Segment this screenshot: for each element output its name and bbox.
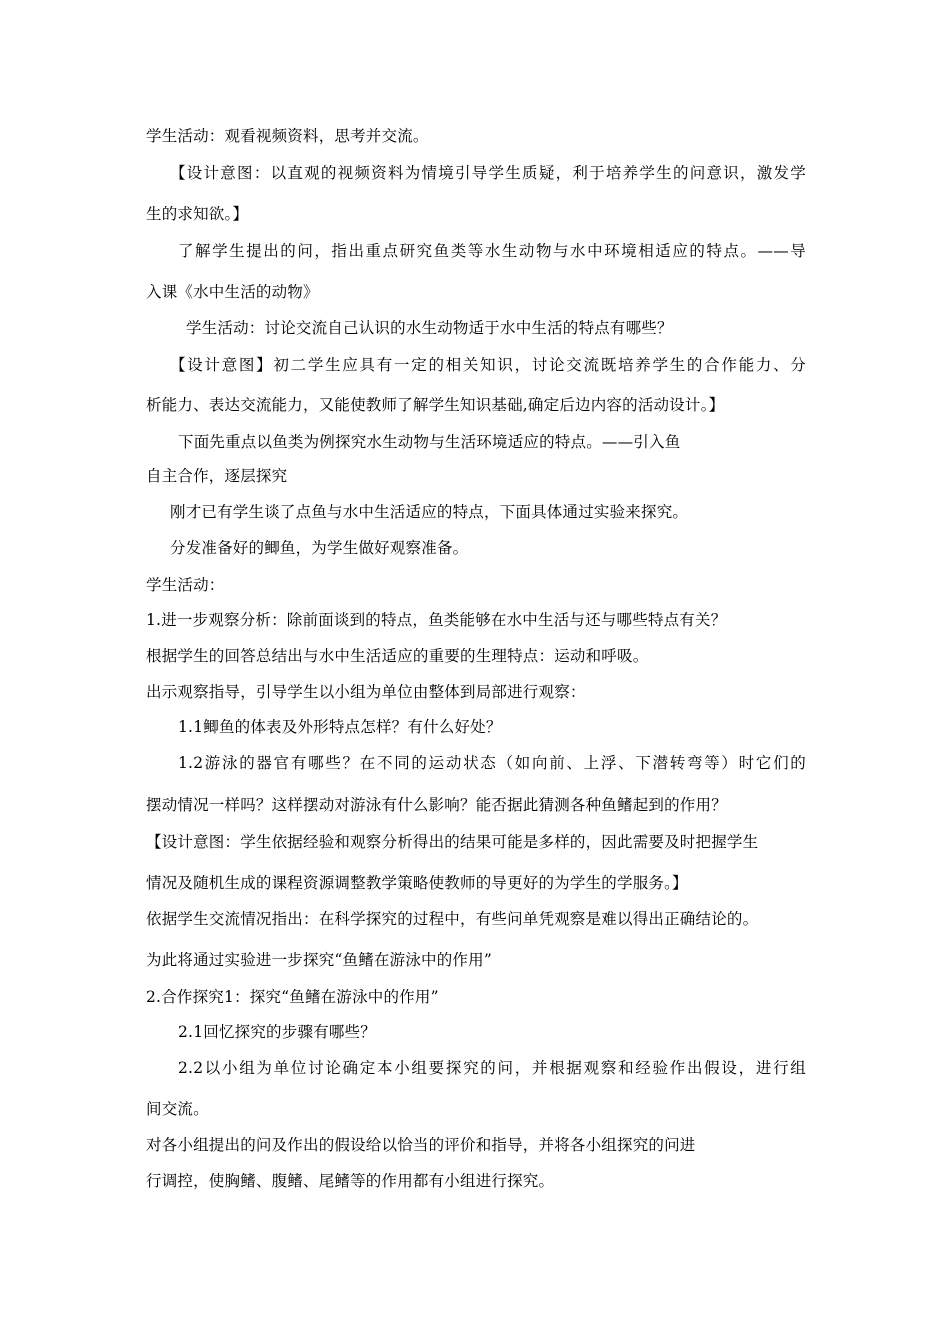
text-line-14: 1.进一步观察分析：除前面谈到的特点，鱼类能够在水中生活与还与哪些特点有关？: [146, 611, 727, 629]
text-line-10: 自主合作，逐层探究: [146, 467, 288, 485]
text-line-24: 2.合作探究1：探究“鱼鳍在游泳中的作用”: [146, 988, 439, 1006]
text-line-16: 出示观察指导，引导学生以小组为单位由整体到局部进行观察：: [146, 683, 586, 701]
text-line-26: 2.2以小组为单位讨论确定本小组要探究的问，并根据观察和经验作出假设，进行组: [178, 1059, 806, 1077]
text-line-7: 【设计意图】初二学生应具有一定的相关知识，讨论交流既培养学生的合作能力、分: [170, 356, 806, 374]
text-line-13: 学生活动：: [146, 576, 225, 594]
text-line-5: 入课《水中生活的动物》: [146, 283, 319, 301]
text-line-4: 了解学生提出的问，指出重点研究鱼类等水生动物与水中环境相适应的特点。——导: [178, 242, 806, 260]
text-line-22: 依据学生交流情况指出：在科学探究的过程中，有些问单凭观察是难以得出正确结论的。: [146, 910, 759, 928]
text-line-3: 生的求知欲。】: [146, 205, 249, 223]
text-line-28: 对各小组提出的问及作出的假设给以恰当的评价和指导，并将各小组探究的问进: [146, 1136, 696, 1154]
text-line-19: 摆动情况一样吗？这样摆动对游泳有什么影响？能否据此猜测各种鱼鳍起到的作用？: [146, 796, 727, 814]
text-line-6: 学生活动：讨论交流自己认识的水生动物适于水中生活的特点有哪些？: [186, 319, 673, 337]
text-line-27: 间交流。: [146, 1100, 209, 1118]
text-line-11: 刚才已有学生谈了点鱼与水中生活适应的特点，下面具体通过实验来探究。: [170, 503, 689, 521]
text-line-23: 为此将通过实验进一步探究“鱼鳍在游泳中的作用”: [146, 951, 492, 969]
text-line-8: 析能力、表达交流能力，又能使教师了解学生知识基础,确定后边内容的活动设计。】: [146, 396, 725, 414]
text-line-25: 2.1回忆探究的步骤有哪些？: [178, 1023, 376, 1041]
text-line-21: 情况及随机生成的课程资源调整教学策略使教师的导更好的为学生的学服务。】: [146, 874, 688, 892]
text-line-2: 【设计意图：以直观的视频资料为情境引导学生质疑，利于培养学生的问意识，激发学: [170, 164, 806, 182]
text-line-9: 下面先重点以鱼类为例探究水生动物与生活环境适应的特点。——引入鱼: [178, 433, 681, 451]
text-line-29: 行调控，使胸鳍、腹鳍、尾鳍等的作用都有小组进行探究。: [146, 1172, 555, 1190]
text-line-17: 1.1鲫鱼的体表及外形特点怎样？有什么好处？: [178, 718, 502, 736]
text-line-18: 1.2游泳的器官有哪些？在不同的运动状态（如向前、上浮、下潜转弯等）时它们的: [178, 754, 806, 772]
text-line-15: 根据学生的回答总结出与水中生活适应的重要的生理特点：运动和呼吸。: [146, 647, 649, 665]
text-line-12: 分发准备好的鲫鱼，为学生做好观察准备。: [170, 539, 469, 557]
text-line-20: 【设计意图：学生依据经验和观察分析得出的结果可能是多样的，因此需要及时把握学生: [146, 833, 759, 851]
text-line-1: 学生活动：观看视频资料，思考并交流。: [146, 127, 429, 145]
